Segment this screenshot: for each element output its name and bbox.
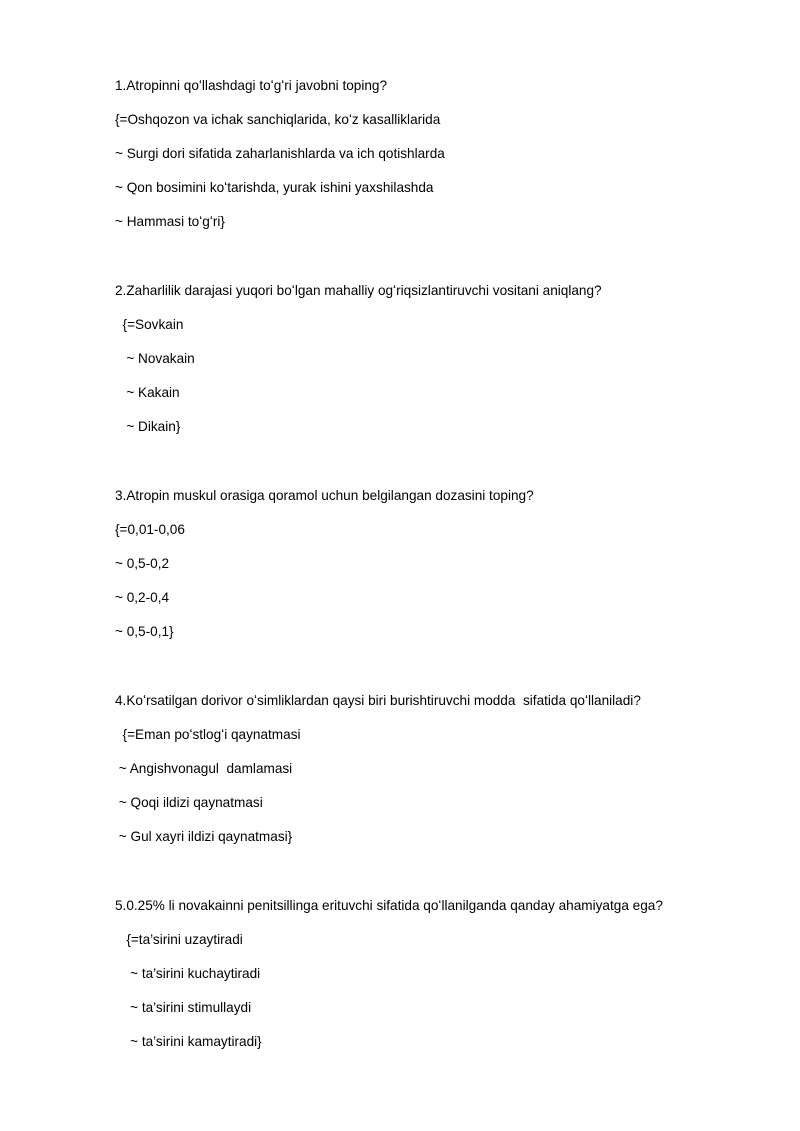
answer-option: ~ Gul xayri ildizi qaynatmasi}: [115, 829, 293, 844]
answer-option: ~ Hammasi toʻgʻri}: [115, 214, 225, 229]
question-block-2: [115, 282, 775, 452]
answer-option: ~ Kakain: [115, 385, 180, 400]
answer-option: ~ ta’sirini kamaytiradi}: [115, 1034, 262, 1049]
answer-option: ~ Dikain}: [115, 419, 181, 434]
answer-option: {=Sovkain: [115, 317, 184, 332]
answer-option: ~ Surgi dori sifatida zaharlanishlarda va ich qotishlarda: [115, 146, 445, 161]
answer-option: ~ Qoqi ildizi qaynatmasi: [115, 795, 263, 810]
question-text: 1.Atropinni qoʻllashdagi toʻgʻri javobni toping?: [115, 78, 388, 93]
answer-option: {=Oshqozon va ichak sanchiqlarida, koʻz kasalliklarida: [115, 112, 441, 127]
question-text: 2.Zaharlilik darajasi yuqori boʻlgan mahalliy ogʻriqsizlantiruvchi vositani aniqlang?: [115, 283, 602, 298]
answer-option: ~ 0,2-0,4: [115, 590, 170, 605]
answer-option: ~ 0,5-0,1}: [115, 624, 174, 639]
question-block-1: [115, 77, 775, 247]
answer-option: {=0,01-0,06: [115, 522, 185, 537]
answer-option: ~ Qon bosimini koʻtarishda, yurak ishini yaxshilashda: [115, 180, 434, 195]
answer-option: ~ Novakain: [115, 351, 195, 366]
question-text: 4.Koʻrsatilgan dorivor oʻsimliklardan qaysi biri burishtiruvchi modda sifatida qoʻllaniladi?: [115, 693, 641, 708]
question-block-3: [115, 487, 775, 657]
answer-option: {=Eman poʻstlogʻi qaynatmasi: [115, 727, 301, 742]
question-text: 3.Atropin muskul orasiga qoramol uchun belgilangan dozasini toping?: [115, 488, 534, 503]
question-block-4: [115, 692, 775, 862]
question-text: 5.0.25% li novakainni penitsillinga erituvchi sifatida qoʻllanilganda qanday ahamiyatga ega?: [115, 898, 663, 913]
answer-option: ~ ta’sirini stimullaydi: [115, 1000, 252, 1015]
question-block-5: [115, 897, 775, 1067]
answer-option: ~ 0,5-0,2: [115, 556, 170, 571]
answer-option: ~ ta’sirini kuchaytiradi: [115, 966, 261, 981]
answer-option: {=ta’sirini uzaytiradi: [115, 932, 243, 947]
answer-option: ~ Angishvonagul damlamasi: [115, 761, 293, 776]
